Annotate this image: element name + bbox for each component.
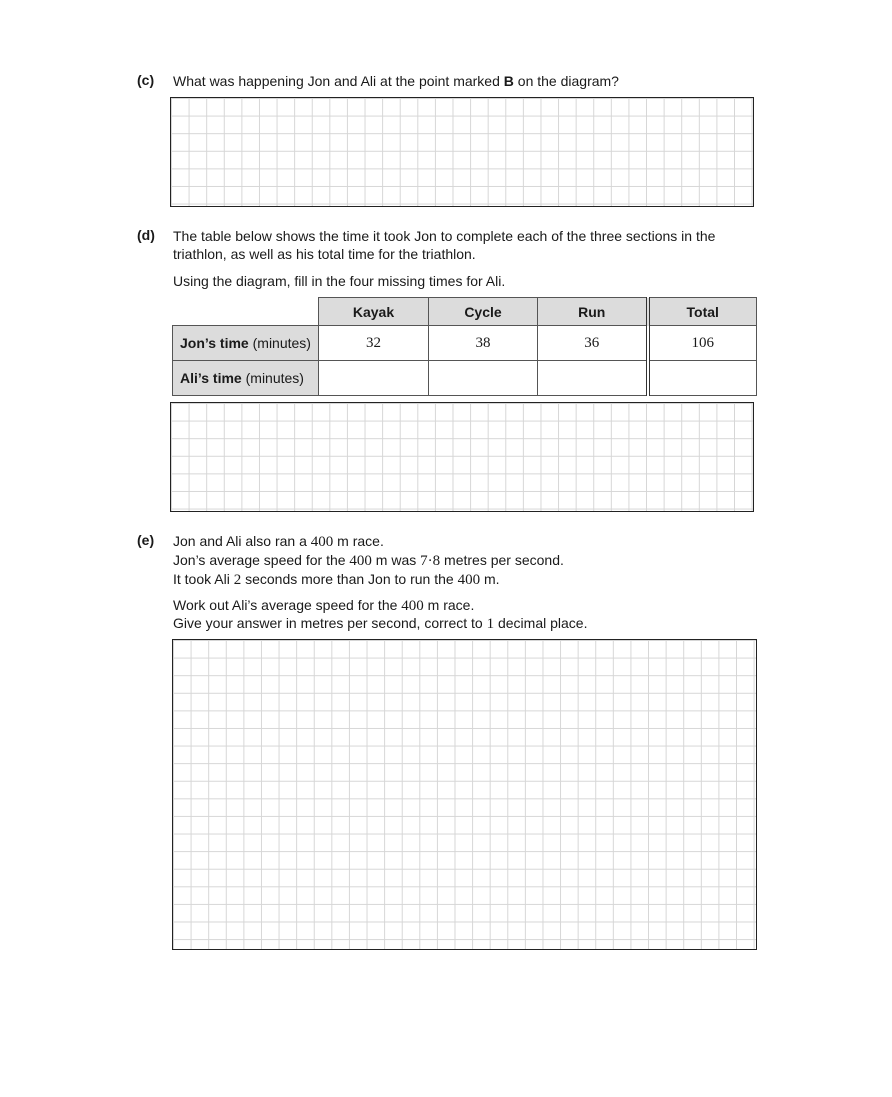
part-e-line-1: Jon and Ali also ran a 400 m race. (173, 533, 384, 550)
part-e-line-5: Give your answer in metres per second, correct to 1 decimal place. (173, 615, 588, 632)
ali-time-row (173, 361, 757, 396)
part-d-instruction: Using the diagram, fill in the four missing times for Ali. (173, 273, 506, 289)
part-c-label: (c) (137, 72, 155, 88)
jon-total-time: 106 (648, 326, 757, 361)
header-total: Total (648, 298, 757, 326)
part-c-answer-grid[interactable] (170, 97, 754, 207)
jon-time-row (173, 326, 757, 361)
jon-cycle-time: 38 (429, 326, 538, 361)
header-kayak: Kayak (319, 298, 429, 326)
table-corner-cell (173, 298, 319, 326)
times-table-header-row (173, 298, 757, 326)
ali-kayak-time-input[interactable] (319, 361, 429, 396)
ali-run-time-input[interactable] (538, 361, 648, 396)
part-e-line-2: Jon’s average speed for the 400 m was 7·8 metres per second. (173, 552, 564, 569)
part-e-label: (e) (137, 532, 155, 548)
header-run: Run (538, 298, 648, 326)
jon-run-time: 36 (538, 326, 648, 361)
jon-time-label: Jon’s time (minutes) (173, 326, 319, 361)
part-d-question-line-1: The table below shows the time it took Jon to complete each of the three sections in the (173, 228, 716, 244)
times-table (172, 297, 757, 396)
part-e-line-4: Work out Ali’s average speed for the 400 m race. (173, 597, 475, 614)
ali-time-label: Ali’s time (minutes) (173, 361, 319, 396)
part-c-question: What was happening Jon and Ali at the point marked B on the diagram? (173, 73, 619, 89)
part-d-answer-grid[interactable] (170, 402, 754, 512)
header-cycle: Cycle (429, 298, 538, 326)
ali-total-time-input[interactable] (648, 361, 757, 396)
ali-cycle-time-input[interactable] (429, 361, 538, 396)
part-e-answer-grid[interactable] (172, 639, 757, 950)
part-e-line-3: It took Ali 2 seconds more than Jon to run the 400 m. (173, 571, 500, 588)
part-d-question-line-2: triathlon, as well as his total time for the triathlon. (173, 246, 476, 262)
jon-kayak-time: 32 (319, 326, 429, 361)
part-d-label: (d) (137, 227, 155, 243)
